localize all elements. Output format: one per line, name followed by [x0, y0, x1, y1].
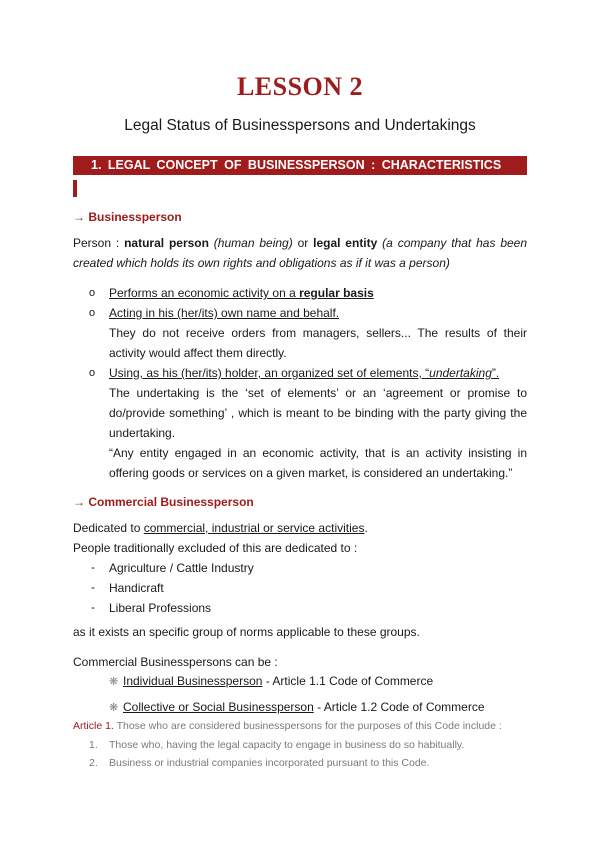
bullet-1-lead: Performs an economic activity on a: [109, 286, 300, 300]
bullet-3-lead-text: Using, as his (her/its) holder, an organized set of elements, “: [109, 366, 430, 380]
lesson-title: LESSON 2: [236, 72, 364, 101]
bullet-3-undertaking: undertaking: [429, 366, 492, 380]
legal-entity-desc-1: (a company that has been: [377, 236, 528, 250]
type-individual-ref: - Article 1.1 Code of Commerce: [262, 674, 434, 688]
bullet-3-lead-end: ”.: [491, 366, 500, 380]
excluded-intro: People traditionally excluded of this are dedicated to :: [73, 541, 358, 555]
bullet-1-bold: regular basis: [299, 286, 374, 300]
human-being-note: (human being): [208, 236, 293, 250]
dedicated-prefix: Dedicated to: [73, 521, 144, 535]
article-item-text: Business or industrial companies incorporated pursuant to this Code.: [109, 757, 430, 769]
bullet-3-quote: “Any entity engaged in an economic activity, that is an activity insisting in offering goods or services on a given market, is considered an undertaking.”: [109, 446, 527, 480]
type-individual-name: Individual Businessperson: [123, 674, 263, 688]
dedicated-activities: commercial, industrial or service activities: [143, 521, 365, 535]
article-label: Article 1.: [73, 720, 114, 732]
bullet-2-lead: Acting in his (her/its) own name and behalf.: [109, 306, 340, 320]
article-text: Those who are considered businesspersons for the purposes of this Code include :: [113, 720, 502, 732]
dedicated-suffix: .: [364, 521, 368, 535]
commercial-heading: → Commercial Businessperson: [73, 495, 254, 509]
bullet-marker: o: [89, 367, 96, 379]
bullet-marker: o: [89, 287, 96, 299]
dash-marker: -: [91, 580, 95, 594]
person-definition-line2: created which holds its own rights and obligations as if it was a person): [73, 256, 450, 270]
bullet-3-lead: [109, 363, 527, 383]
excluded-item: Handicraft: [109, 581, 164, 595]
type-collective: [123, 697, 527, 717]
norms-line: as it exists an specific group of norms applicable to these groups.: [73, 625, 420, 639]
dedicated-line: [73, 518, 527, 538]
person-definition-line1: [73, 233, 527, 253]
article-item-number: 1.: [89, 739, 98, 751]
bullet-regular-basis: [109, 283, 527, 303]
bullet-2-body: They do not receive orders from managers, sellers... The results of their activity would affect them directly.: [109, 326, 527, 360]
type-collective-ref: - Article 1.2 Code of Commerce: [313, 700, 485, 714]
section-heading-marker: [73, 180, 77, 197]
article-item-number: 2.: [89, 757, 98, 769]
flower-bullet-icon: ❋: [109, 702, 119, 714]
type-collective-name: Collective or Social Businessperson: [123, 700, 314, 714]
excluded-item: Agriculture / Cattle Industry: [109, 561, 254, 575]
legal-entity-term: legal entity: [313, 236, 378, 250]
flower-bullet-icon: ❋: [109, 676, 119, 688]
type-individual: [123, 671, 527, 691]
section-heading: 1. LEGAL CONCEPT OF BUSINESSPERSON : CHARACTERISTICS: [73, 156, 527, 175]
excluded-item: Liberal Professions: [109, 601, 212, 615]
lesson-subtitle: Legal Status of Businesspersons and Undertakings: [124, 117, 476, 134]
businessperson-heading: → Businessperson: [73, 210, 182, 224]
article-1: [73, 720, 527, 732]
or-text: or: [292, 236, 314, 250]
dash-marker: -: [91, 600, 95, 614]
person-prefix: Person :: [73, 236, 125, 250]
bullet-3-body: The undertaking is the ‘set of elements’ or an ‘agreement or promise to do/provide something’ , which is meant to be binding with the party giving the undertaking.: [109, 386, 527, 440]
natural-person-term: natural person: [124, 236, 209, 250]
can-be-line: Commercial Businesspersons can be :: [73, 655, 278, 669]
dash-marker: -: [91, 560, 95, 574]
bullet-marker: o: [89, 307, 96, 319]
article-item-text: Those who, having the legal capacity to engage in business do so habitually.: [109, 739, 465, 751]
